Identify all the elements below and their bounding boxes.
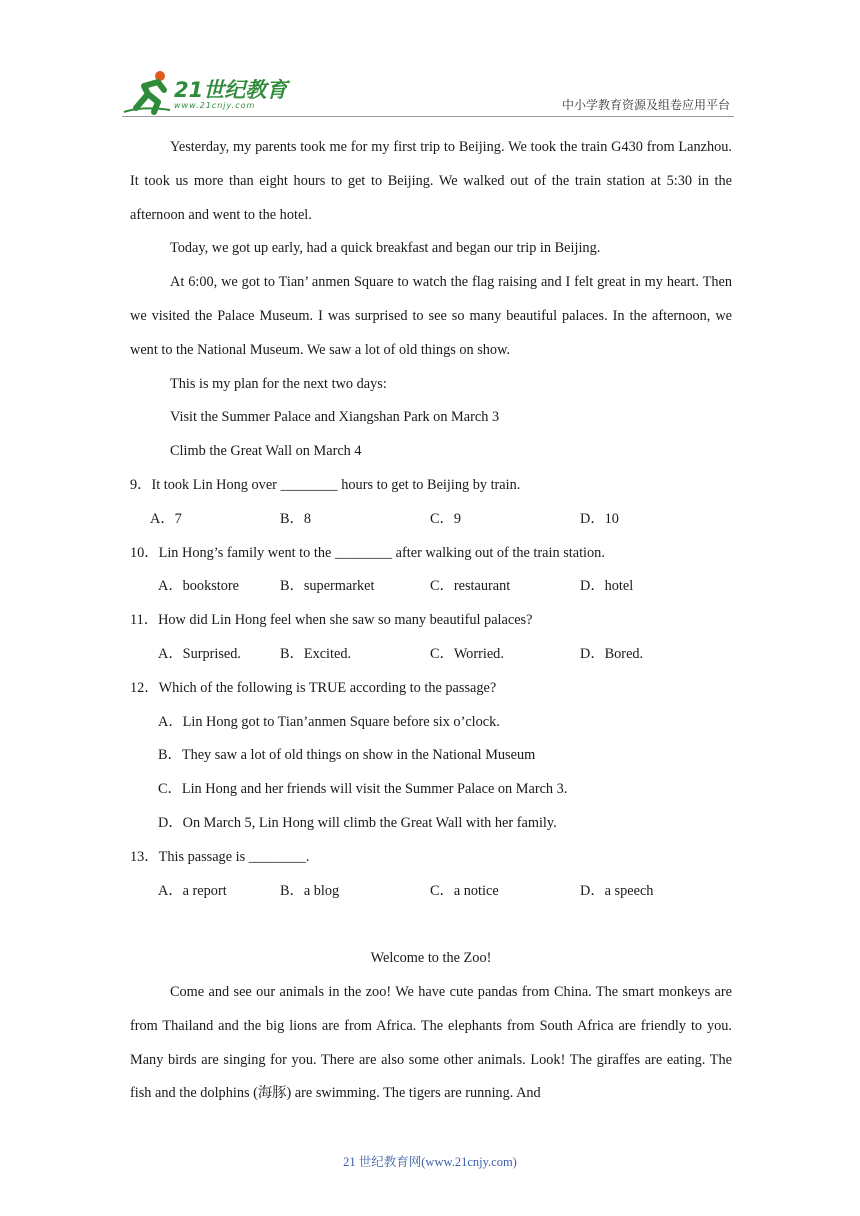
question-9-options [130,503,732,537]
question-13-options [130,875,732,909]
section-gap [130,908,732,942]
option-b: B．They saw a lot of old things on show in the National Museum [158,747,536,764]
logo-text: 21世纪教育 [174,78,288,102]
question-13: 13．This passage is ________. [130,848,310,865]
option-a: A．Surprised. [158,645,241,662]
option-a: A．a report [158,882,227,899]
passage2-title: Welcome to the Zoo! [370,950,492,967]
option-c: C．9 [430,510,461,527]
option-d: D．10 [580,510,619,527]
header-divider [122,116,734,117]
option-b: B．a blog [280,882,340,899]
option-d: D．On March 5, Lin Hong will climb the Great Wall with her family. [158,814,557,831]
option-a: A．bookstore [158,578,240,595]
logo [122,68,292,116]
option-d: D．Bored. [580,645,644,662]
option-c: C．Worried. [430,645,504,662]
question-11-options [130,638,732,672]
passage1-paragraph-2: Today, we got up early, had a quick breakfast and began our trip in Beijing. [170,240,601,257]
option-c: C．Lin Hong and her friends will visit the Summer Palace on March 3. [158,781,568,798]
runner-logo-icon [122,68,174,116]
page-header [122,64,734,116]
platform-name: 中小学教育资源及组卷应用平台 [561,98,730,112]
option-a: A．7 [150,510,182,527]
passage1-paragraph-4: This is my plan for the next two days: [170,375,387,392]
passage1-paragraph-3: At 6:00, we got to Tian’ anmen Square to watch the flag raising and I felt great in my heart. Then we visited the Palace Museum. I was surprised to see so many beautiful palaces. In the afternoon, we went to the National Museum. We saw a lot of old things on show. [130,274,732,358]
question-10-options [130,570,732,604]
question-10: 10．Lin Hong’s family went to the ________ after walking out of the train station. [130,544,605,561]
option-d: D．a speech [580,882,654,899]
option-b: B．8 [280,510,311,527]
document-body [130,131,732,1111]
option-a: A．Lin Hong got to Tian’anmen Square before six o’clock. [158,713,500,730]
logo-url: www.21cnjy.com [174,101,256,110]
question-12: 12．Which of the following is TRUE according to the passage? [130,679,497,696]
option-c: C．a notice [430,882,499,899]
plan-item-1: Visit the Summer Palace and Xiangshan Park on March 3 [170,409,500,426]
option-b: B．Excited. [280,645,352,662]
question-11: 11．How did Lin Hong feel when she saw so many beautiful palaces? [130,612,533,629]
passage1-paragraph-1: Yesterday, my parents took me for my first trip to Beijing. We took the train G430 from Lanzhou. It took us more than eight hours to get to Beijing. We walked out of the train station at 5:30 in the afternoon and went to the hotel. [130,139,732,223]
passage2-paragraph: Come and see our animals in the zoo! We have cute pandas from China. The smart monkeys are from Thailand and the big lions are from Africa. The elephants from South Africa are friendly to you. Many birds are singing for you. There are also some other animals. Look! The giraffes are eating. The fish and the dolphins (海豚) are swimming. The tigers are running. And [130,983,732,1102]
question-9: 9．It took Lin Hong over ________ hours to get to Beijing by train. [130,476,521,493]
plan-item-2: Climb the Great Wall on March 4 [170,443,362,460]
option-b: B．supermarket [280,578,375,595]
option-d: D．hotel [580,578,634,595]
option-c: C．restaurant [430,578,511,595]
page-footer: 21 世纪教育网(www.21cnjy.com) [343,1155,517,1169]
